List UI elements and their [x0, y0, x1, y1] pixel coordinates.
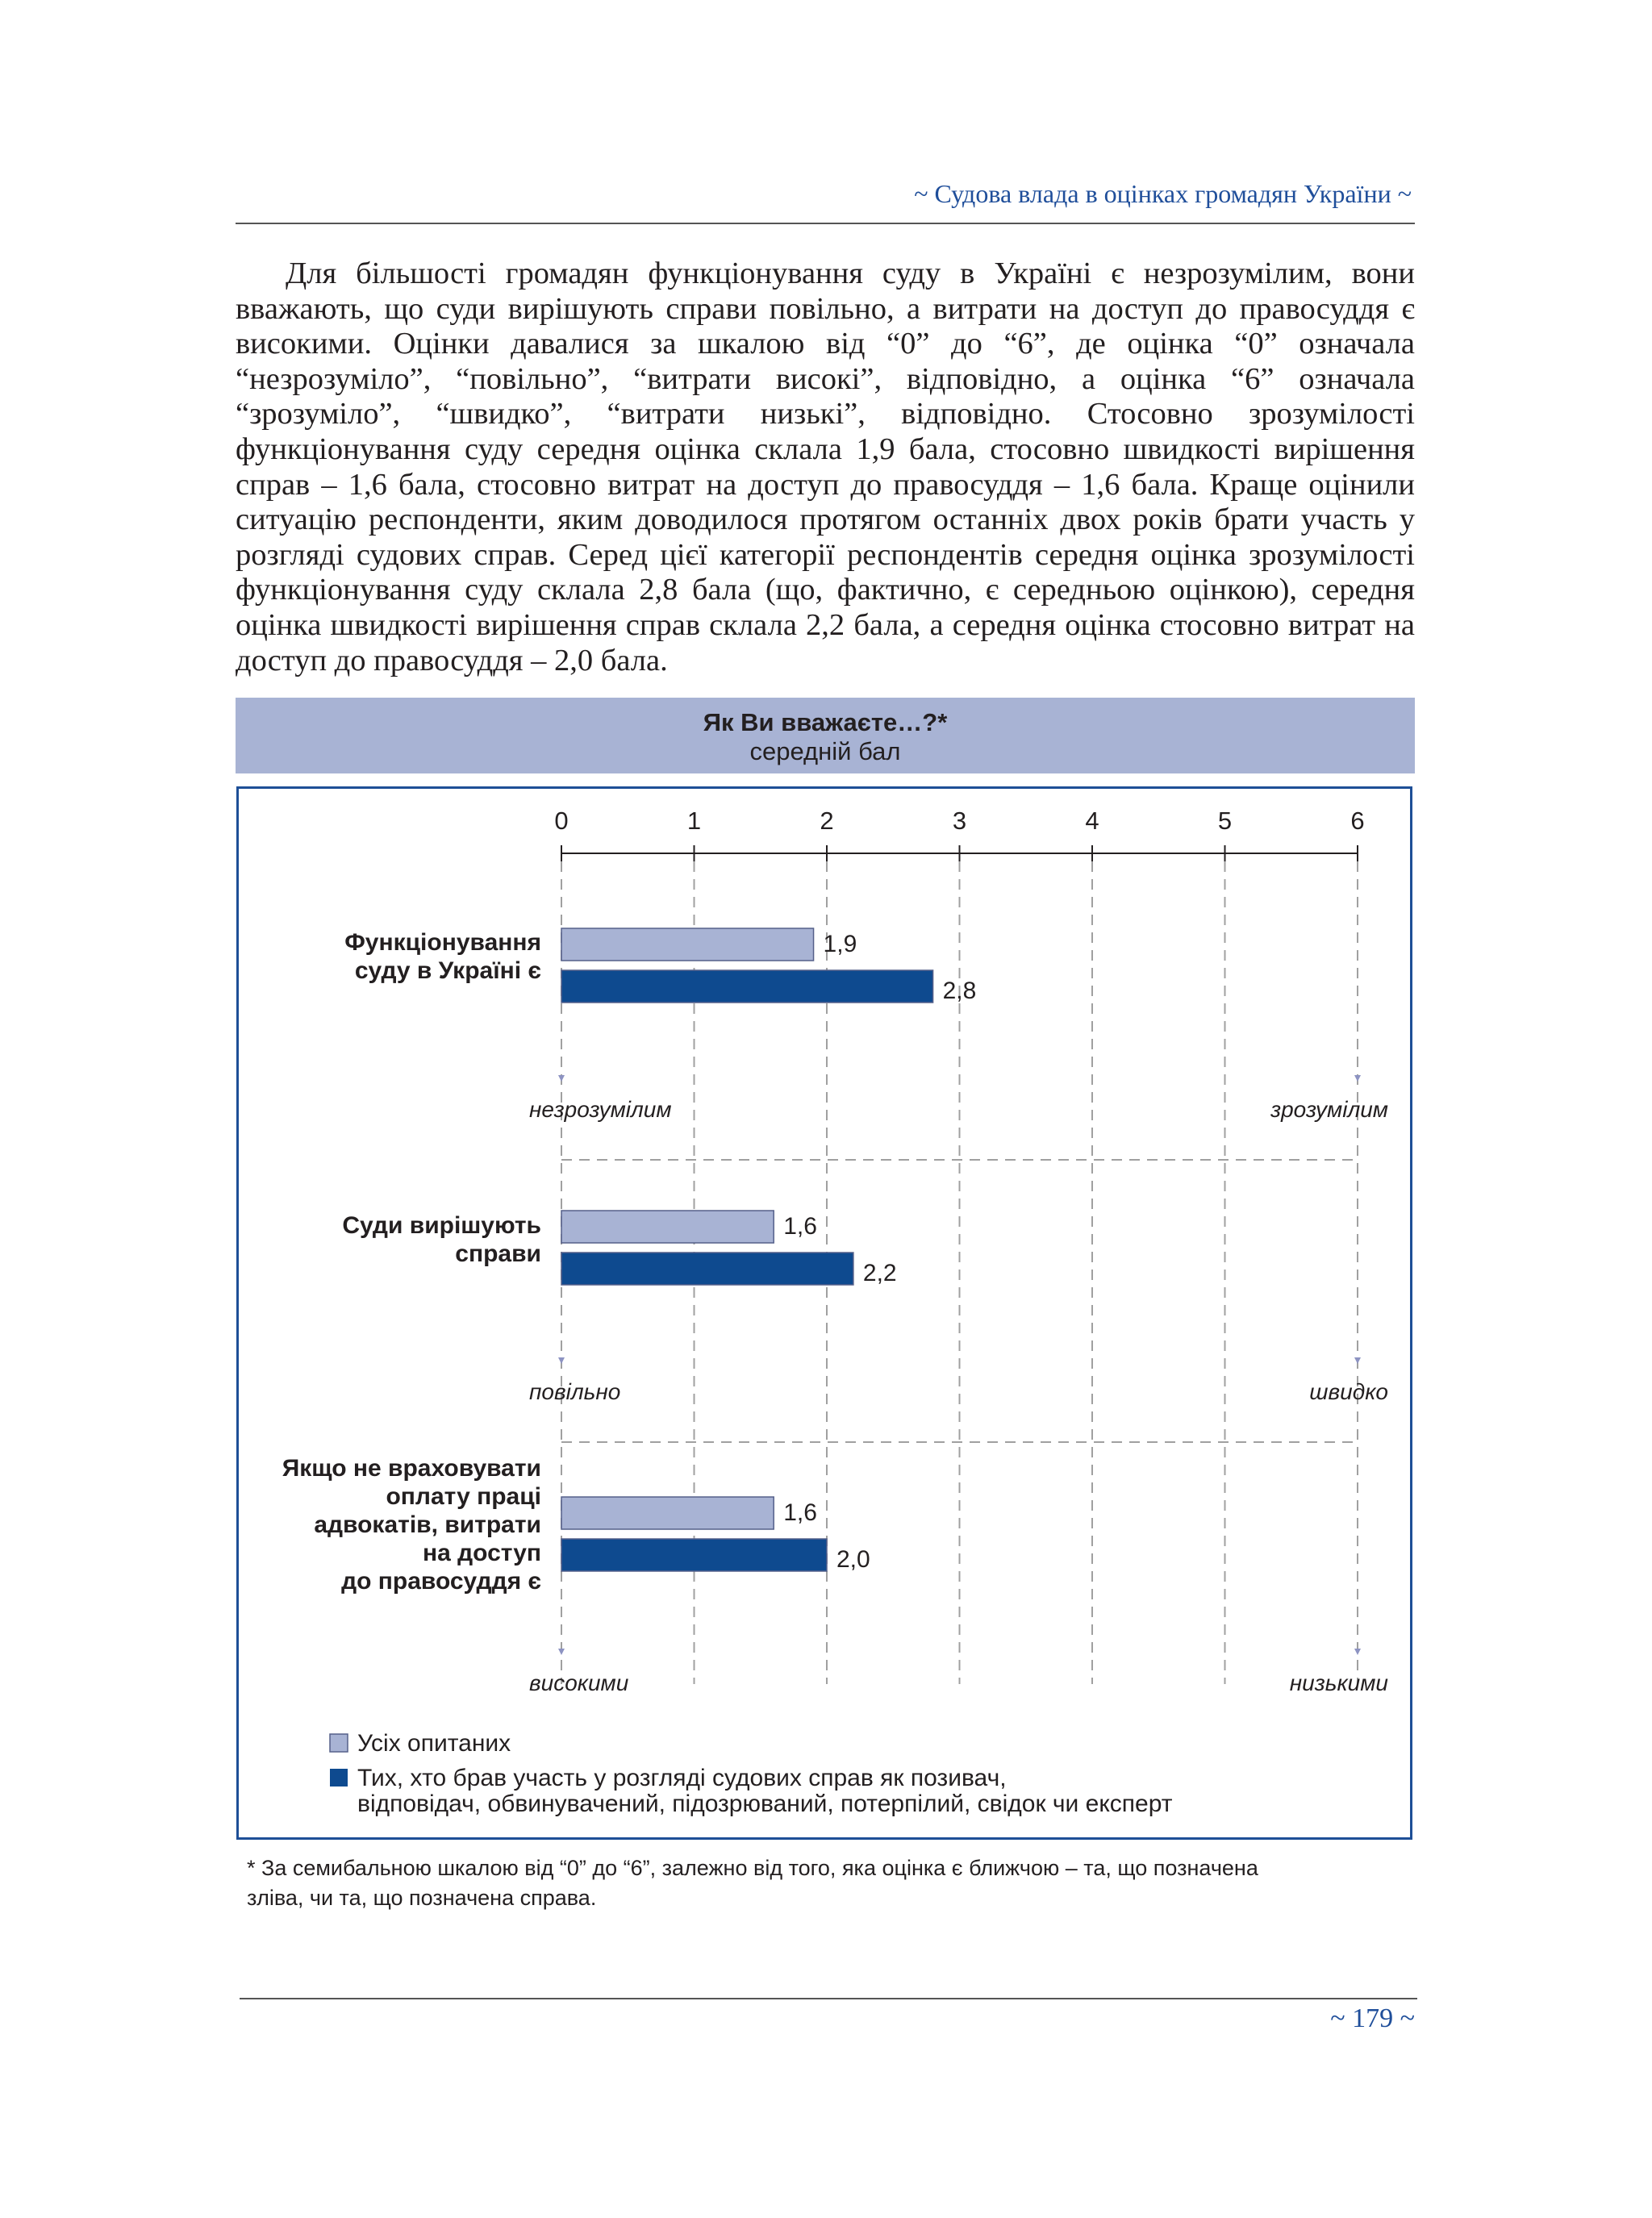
scale-anchor-left: незрозумілим [529, 1097, 672, 1122]
value-label: 2,2 [862, 1260, 897, 1286]
footer-divider [240, 1998, 1417, 1999]
scale-anchor-right: низькими [1289, 1670, 1388, 1695]
value-label: 1,6 [783, 1499, 817, 1526]
scale-anchor-right: зрозумілим [1270, 1097, 1388, 1122]
value-label: 2,8 [942, 978, 977, 1004]
page-number: ~ 179 ~ [1330, 2003, 1415, 2033]
category-label: суду в Україні є [354, 957, 541, 984]
category-label: на доступ [422, 1540, 541, 1566]
footnote [247, 1853, 1408, 1913]
value-label: 1,6 [783, 1213, 817, 1240]
arrow-marker [1354, 1649, 1361, 1655]
chart-banner [236, 698, 1415, 773]
category-label: Якщо не враховувати [282, 1455, 541, 1482]
bar [561, 928, 814, 961]
x-tick-label: 6 [1350, 807, 1365, 835]
x-tick-label: 3 [952, 807, 967, 835]
arrow-marker [1354, 1075, 1361, 1082]
arrow-marker [558, 1649, 565, 1655]
x-tick-label: 1 [686, 807, 702, 835]
category-label: справи [455, 1240, 541, 1267]
legend-label: відповідач, обвинувачений, підозрюваний, потерпілий, свідок чи експерт [357, 1791, 1173, 1817]
category-label: адвокатів, витрати [314, 1511, 541, 1538]
running-header: ~ Судова влада в оцінках громадян України ~ [914, 179, 1412, 208]
bar [561, 1539, 827, 1571]
x-tick-label: 0 [554, 807, 569, 835]
chart-title: Як Ви вважаєте…?* [703, 708, 948, 736]
category-label: Суди вирішують [342, 1212, 541, 1239]
legend-label: Усіх опитаних [357, 1730, 511, 1757]
footnote-line: * За семибальною шкалою від “0” до “6”, залежно від того, яка оцінка є ближчою – та, що позначена [247, 1856, 1258, 1880]
bar [561, 1211, 774, 1243]
category-label: Функціонування [344, 929, 541, 956]
scale-anchor-left: повільно [529, 1379, 621, 1404]
arrow-marker [558, 1075, 565, 1082]
legend-swatch-court-participants [330, 1769, 348, 1786]
x-tick-label: 2 [820, 807, 834, 835]
footnote-line: зліва, чи та, що позначена справа. [247, 1886, 597, 1910]
legend-label: Тих, хто брав участь у розгляді судових справ як позивач, [357, 1765, 1007, 1791]
x-tick-label: 5 [1217, 807, 1233, 835]
arrow-marker [1354, 1357, 1361, 1364]
x-tick-label: 4 [1085, 807, 1099, 835]
bar [561, 1253, 853, 1285]
scale-anchor-left: високими [529, 1670, 629, 1695]
value-label: 2,0 [836, 1546, 870, 1573]
legend-swatch-all-respondents [330, 1734, 348, 1752]
bar-chart [239, 789, 1410, 1837]
category-label: до правосуддя є [341, 1568, 541, 1595]
chart-frame [236, 786, 1412, 1840]
bar [561, 970, 933, 1003]
category-label: оплату праці [386, 1483, 541, 1510]
value-label: 1,9 [823, 931, 857, 957]
scale-anchor-right: швидко [1309, 1379, 1388, 1404]
body-paragraph: Для більшості громадян функціонування суду в Україні є незрозумілим, вони вважають, що суди вирішують справи повільно, а витрати на доступ до правосуддя є високими. Оцінки давалися за шкалою від “0” до “6”, де оцінка “0” означала “незрозуміло”, “повільно”, “витрати високі”, відповідно, а оцінка “6” означала “зрозуміло”, “швидко”, “витрати низькі”, відповідно. Стосовно зрозумілості функціонування суду середня оцінка склала 1,9 бала, стосовно швидкості вирішення справ – 1,6 бала, стосовно витрат на доступ до правосуддя – 1,6 бала. Краще оцінили ситуацію респонденти, яким доводилося протягом останніх двох років брати участь у розгляді судових справ. Серед цієї категорії респондентів середня оцінка зрозумілості функціонування суду склала 2,8 бала (що, фактично, є середньою оцінкою), середня оцінка швидкості вирішення справ склала 2,2 бала, а середня оцінка стосовно витрат на доступ до правосуддя – 2,0 бала. [236, 256, 1415, 677]
chart-subtitle: середній бал [749, 737, 901, 765]
bar [561, 1497, 774, 1529]
header-divider [236, 223, 1415, 224]
arrow-marker [558, 1357, 565, 1364]
